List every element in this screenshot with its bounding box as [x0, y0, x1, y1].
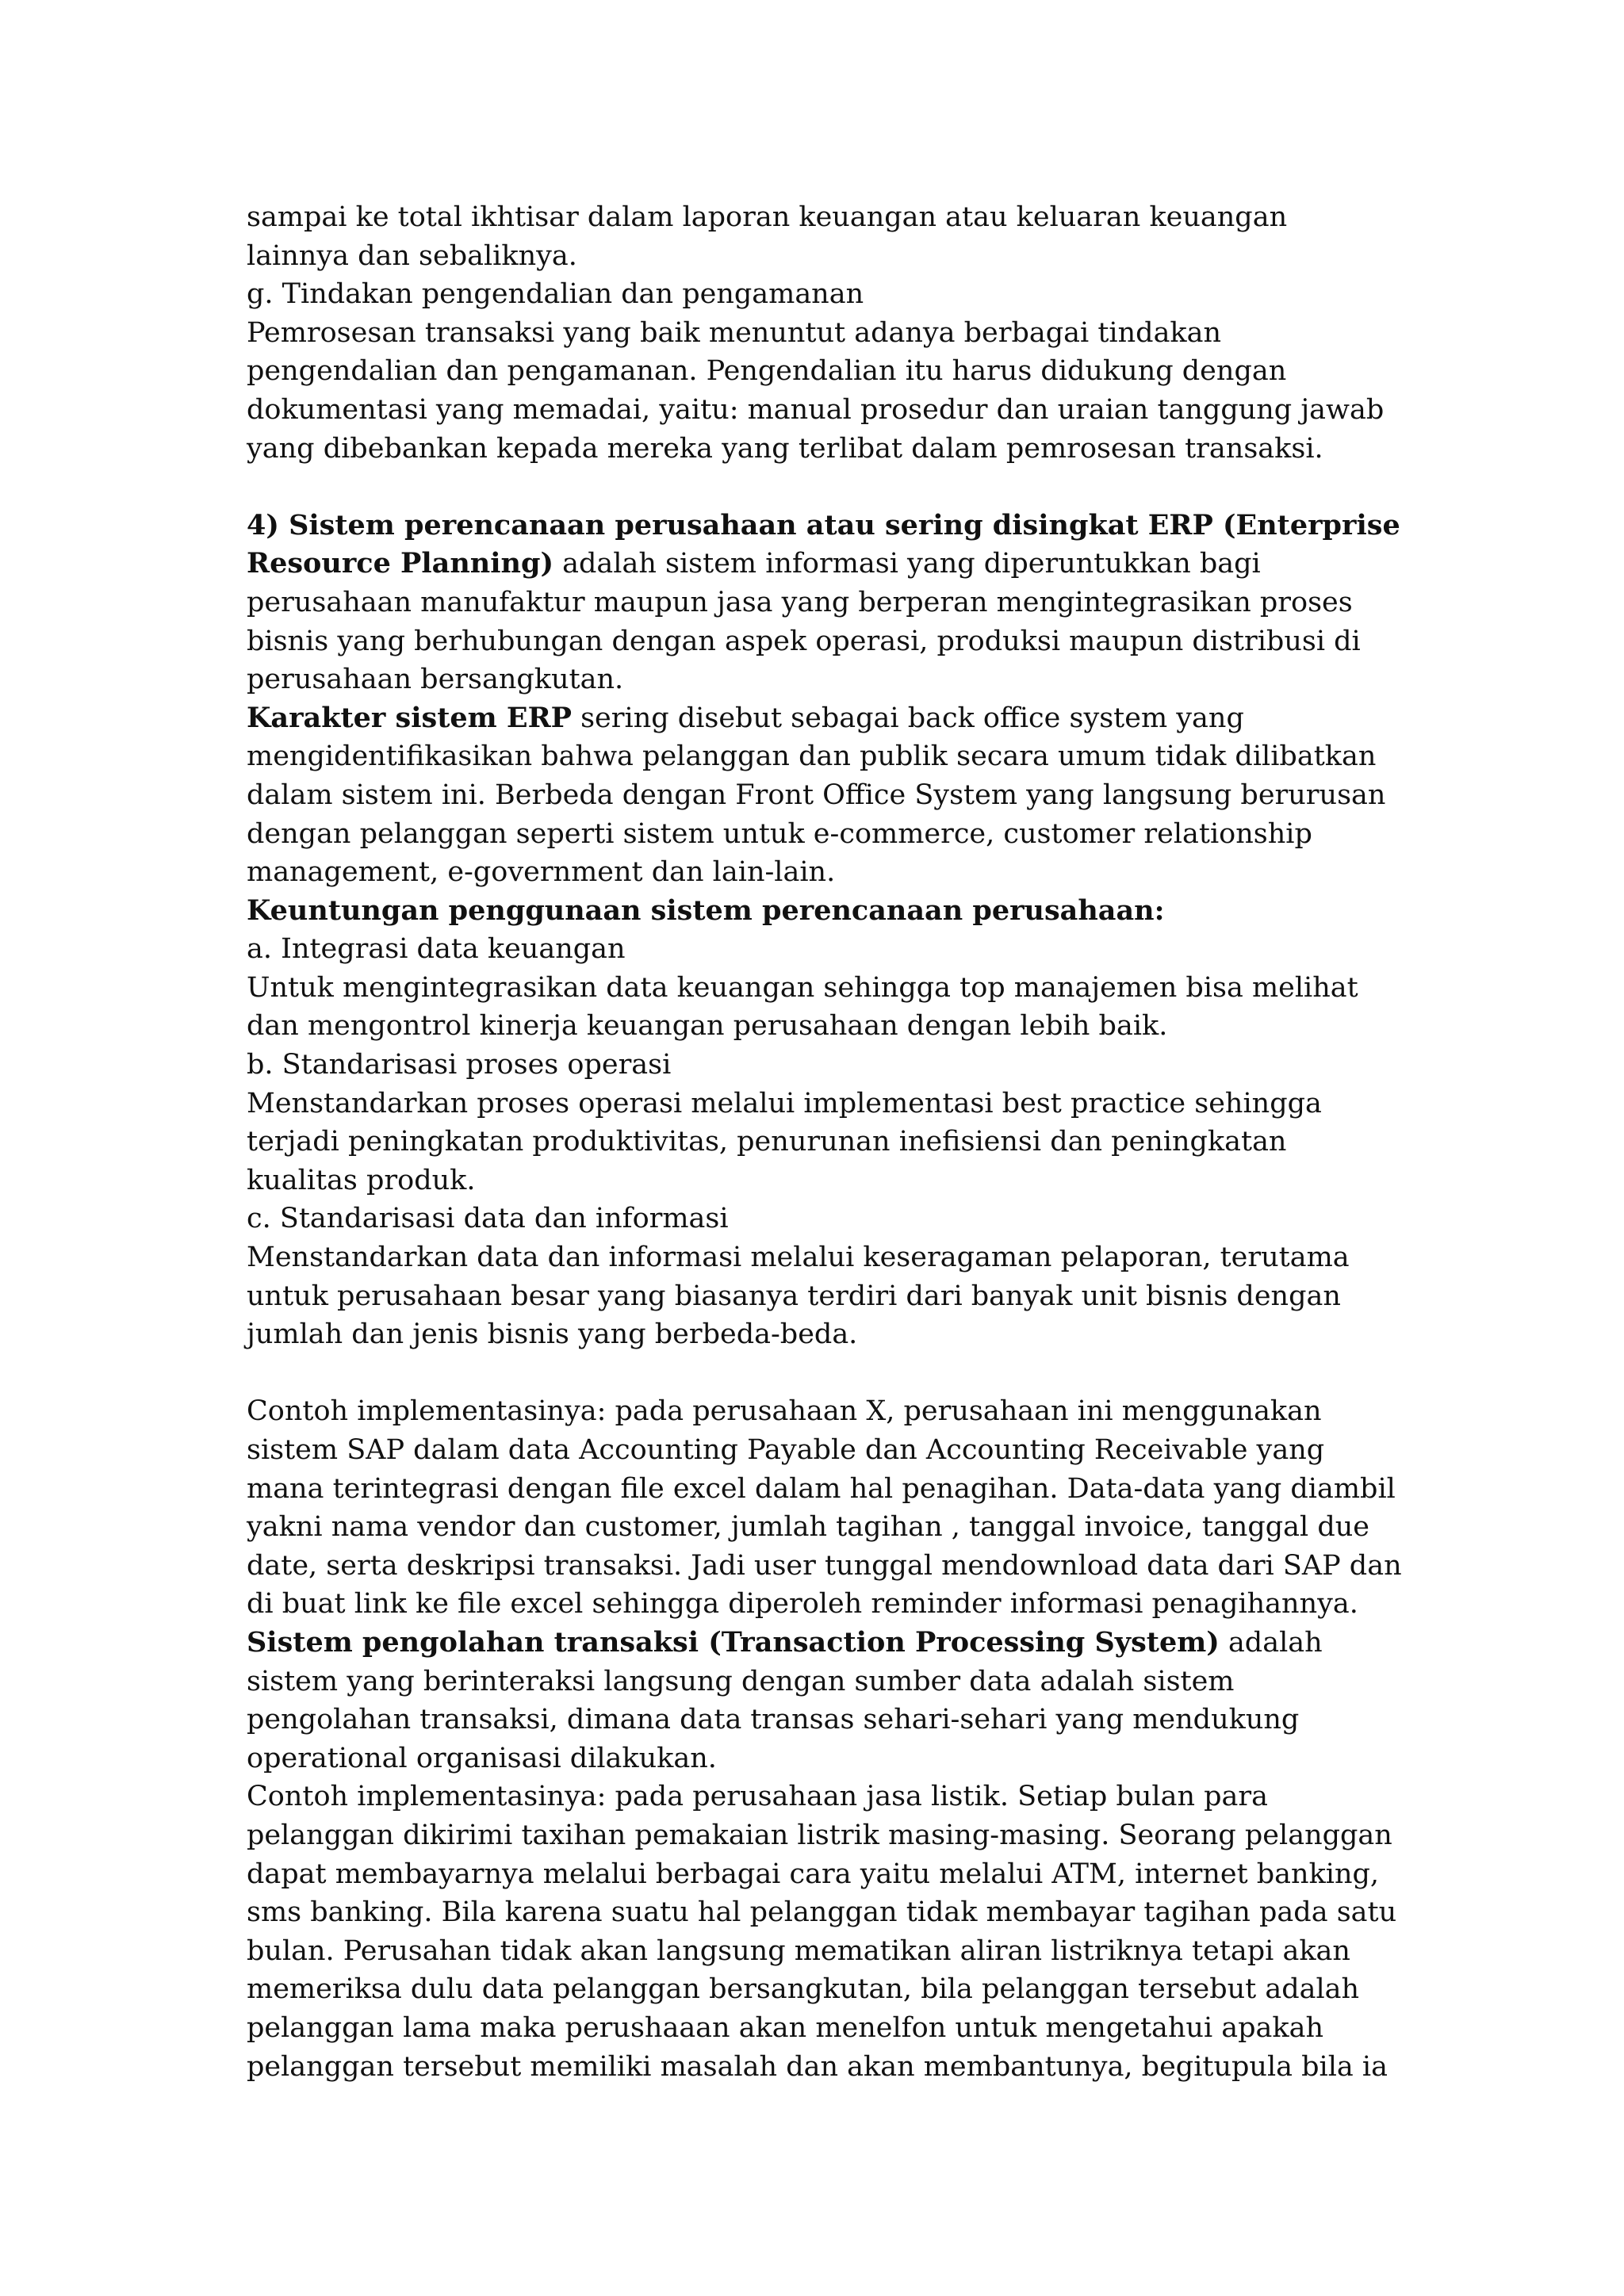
text-line: untuk perusahaan besar yang biasanya terdiri dari banyak unit bisnis dengan: [247, 1280, 1341, 1312]
list-item-heading: b. Standarisasi proses operasi: [247, 1049, 672, 1081]
text-line: Pemrosesan transaksi yang baik menuntut adanya berbagai tindakan: [247, 316, 1222, 349]
list-item-heading: a. Integrasi data keuangan: [247, 933, 626, 966]
text-line: management, e-government dan lain-lain.: [247, 856, 836, 889]
text-line: lainnya dan sebaliknya.: [247, 239, 577, 272]
bold-text: Sistem pengolahan transaksi (Transaction Processing System): [247, 1625, 1220, 1659]
text-line: pelanggan dikirimi taxihan pemakaian listrik masing-masing. Seorang pelanggan: [247, 1819, 1392, 1851]
paragraph-gap: [247, 1354, 1404, 1393]
bold-text: Resource Planning): [247, 547, 554, 580]
text-line: pengendalian dan pengamanan. Pengendalian itu harus didukung dengan: [247, 355, 1287, 388]
text-line: [247, 699, 1404, 738]
text-line: terjadi peningkatan produktivitas, penurunan inefisiensi dan peningkatan: [247, 1126, 1287, 1158]
text-line: operational organisasi dilakukan.: [247, 1742, 717, 1774]
text-line: yang dibebankan kepada mereka yang terlibat dalam pemrosesan transaksi.: [247, 432, 1323, 465]
inline-text: adalah sistem informasi yang diperuntukkan bagi: [553, 548, 1261, 580]
text-line: dapat membayarnya melalui berbagai cara yaitu melalui ATM, internet banking,: [247, 1858, 1380, 1890]
text-line: sistem SAP dalam data Accounting Payable dan Accounting Receivable yang: [247, 1434, 1325, 1466]
text-line: bisnis yang berhubungan dengan aspek operasi, produksi maupun distribusi di: [247, 625, 1361, 657]
text-line: Untuk mengintegrasikan data keuangan sehingga top manajemen bisa melihat: [247, 971, 1358, 1004]
text-line: sms banking. Bila karena suatu hal pelanggan tidak membayar tagihan pada satu: [247, 1896, 1397, 1929]
text-line: sampai ke total ikhtisar dalam laporan keuangan atau keluaran keuangan: [247, 201, 1288, 233]
text-line: Menstandarkan data dan informasi melalui keseragaman pelaporan, terutama: [247, 1242, 1350, 1274]
text-line: memeriksa dulu data pelanggan bersangkutan, bila pelanggan tersebut adalah: [247, 1973, 1360, 2006]
inline-text: sering disebut sebagai back office system yang: [571, 702, 1244, 734]
list-item-heading: g. Tindakan pengendalian dan pengamanan: [247, 278, 864, 311]
text-line: bulan. Perusahan tidak akan langsung mematikan aliran listriknya tetapi akan: [247, 1934, 1350, 1967]
text-line: [247, 1624, 1404, 1663]
text-line: [247, 545, 1404, 584]
text-line: dalam sistem ini. Berbeda dengan Front Office System yang langsung berurusan: [247, 779, 1386, 811]
text-line: jumlah dan jenis bisnis yang berbeda-beda.: [247, 1318, 858, 1351]
text-line: dengan pelanggan seperti sistem untuk e-commerce, customer relationship: [247, 817, 1312, 850]
text-line: date, serta deskripsi transaksi. Jadi user tunggal mendownload data dari SAP dan: [247, 1549, 1402, 1582]
text-line: di buat link ke file excel sehingga diperoleh reminder informasi penagihannya.: [247, 1588, 1358, 1621]
text-line: Menstandarkan proses operasi melalui implementasi best practice sehingga: [247, 1087, 1322, 1119]
text-line: yakni nama vendor dan customer, jumlah tagihan , tanggal invoice, tanggal due: [247, 1511, 1369, 1544]
text-line: pelanggan tersebut memiliki masalah dan akan membantunya, begitupula bila ia: [247, 2050, 1388, 2083]
text-line: pengolahan transaksi, dimana data transas sehari-sehari yang mendukung: [247, 1704, 1300, 1736]
document-page: [247, 198, 1404, 2086]
text-line: Contoh implementasinya: pada perusahaan X, perusahaan ini menggunakan: [247, 1395, 1322, 1428]
text-line: dokumentasi yang memadai, yaitu: manual prosedur dan uraian tanggung jawab: [247, 393, 1385, 426]
bold-text: 4) Sistem perencanaan perusahaan atau sering disingkat ERP (Enterprise: [247, 508, 1400, 541]
text-line: dan mengontrol kinerja keuangan perusahaan dengan lebih baik.: [247, 1010, 1168, 1043]
text-line: mengidentifikasikan bahwa pelanggan dan publik secara umum tidak dilibatkan: [247, 740, 1377, 773]
text-line: kualitas produk.: [247, 1164, 476, 1196]
text-line: perusahaan manufaktur maupun jasa yang berperan mengintegrasikan proses: [247, 586, 1353, 618]
text-line: Contoh implementasinya: pada perusahaan jasa listik. Setiap bulan para: [247, 1781, 1268, 1813]
paragraph-gap: [247, 468, 1404, 507]
text-line: perusahaan bersangkutan.: [247, 664, 624, 696]
section-heading-benefits: [247, 892, 1404, 931]
text-line: sistem yang berinteraksi langsung dengan sumber data adalah sistem: [247, 1665, 1235, 1697]
bold-text: Karakter sistem ERP: [247, 701, 572, 734]
list-item-heading: c. Standarisasi data dan informasi: [247, 1203, 729, 1235]
text-line: pelanggan lama maka perushaaan akan menelfon untuk mengetahui apakah: [247, 2011, 1324, 2044]
section-heading-erp: [247, 507, 1404, 545]
inline-text: adalah: [1219, 1626, 1323, 1659]
bold-text: Keuntungan penggunaan sistem perencanaan perusahaan:: [247, 894, 1165, 927]
text-line: mana terintegrasi dengan file excel dalam hal penagihan. Data-data yang diambil: [247, 1472, 1396, 1505]
